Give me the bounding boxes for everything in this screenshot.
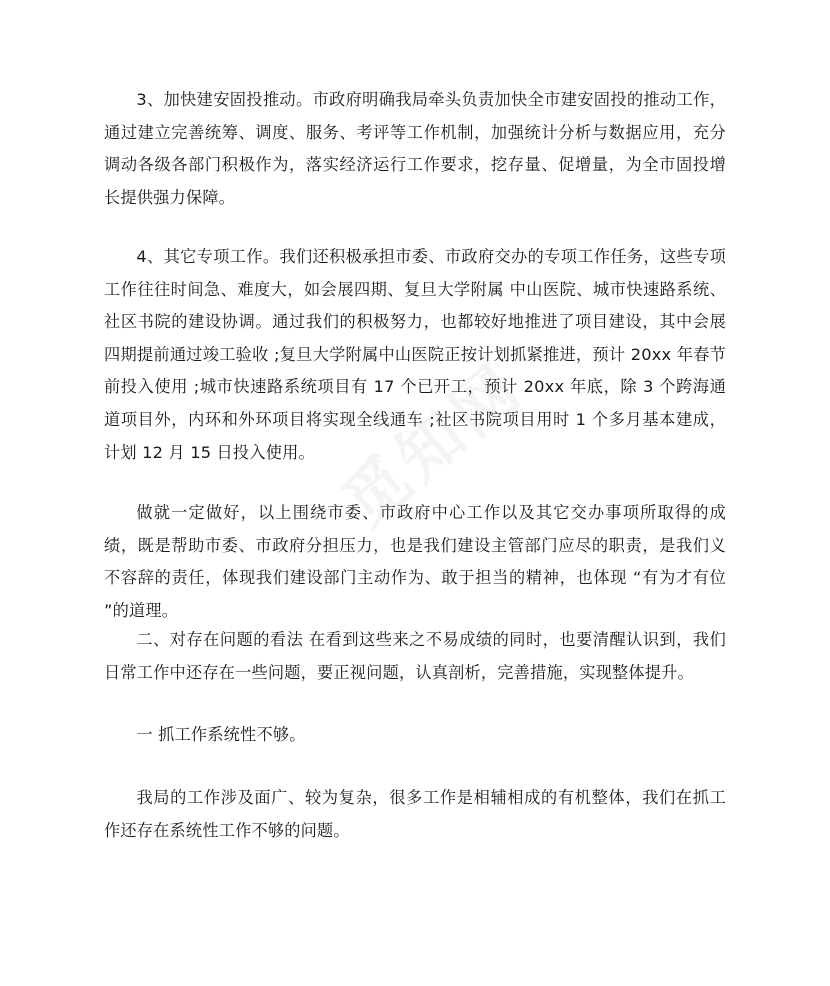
paragraph-construction-investment: 3、加快建安固投推动。市政府明确我局牵头负责加快全市建安固投的推动工作，通过建立完善统筹、调度、服务、考评等工作机制，加强统计分析与数据应用，充分调动各级各部门积极作为，落实经济运行工作要求，挖存量、促增量，为全市固投增长提供强力保障。 bbox=[104, 90, 726, 207]
paragraph-special-projects: 4、其它专项工作。我们还积极承担市委、市政府交办的专项工作任务，这些专项工作往往时间急、难度大，如会展四期、复旦大学附属 中山医院、城市快速路系统、社区书院的建设协调。通过我们的积极努力，也都较好地推进了项目建设，其中会展四期提前通过竣工验收 ;复旦大学附属中山医院正按计划抓紧推进，预计 20xx 年春节前投入使用 ;城市快速路系统项目有 17 个已开工，预计 20xx 年底，除 3 个跨海通道项目外，内环和外环项目将实现全线通车 ;社区书院项目用时 1 个多月基本建成，计划 12 月 15 日投入使用。 bbox=[104, 247, 726, 462]
paragraph-summary-achievements: 做就一定做好，以上围绕市委、市政府中心工作以及其它交办事项所取得的成绩，既是帮助市委、市政府分担压力，也是我们建设主管部门应尽的职责，是我们义不容辞的责任，体现我们建设部门主动作为、敢于担当的精神，也体现 “有为才有位 ”的道理。 bbox=[104, 503, 726, 620]
paragraph-subheading-systematic: 一 抓工作系统性不够。 bbox=[136, 725, 306, 744]
paragraph-systematic-detail: 我局的工作涉及面广、较为复杂，很多工作是相辅相成的有机整体，我们在抓工作还存在系统性工作不够的问题。 bbox=[104, 788, 726, 840]
paragraph-problems-heading: 二、对存在问题的看法 在看到这些来之不易成绩的同时，也要清醒认识到，我们日常工作中还存在一些问题，要正视问题，认真剖析，完善措施，实现整体提升。 bbox=[104, 630, 726, 682]
